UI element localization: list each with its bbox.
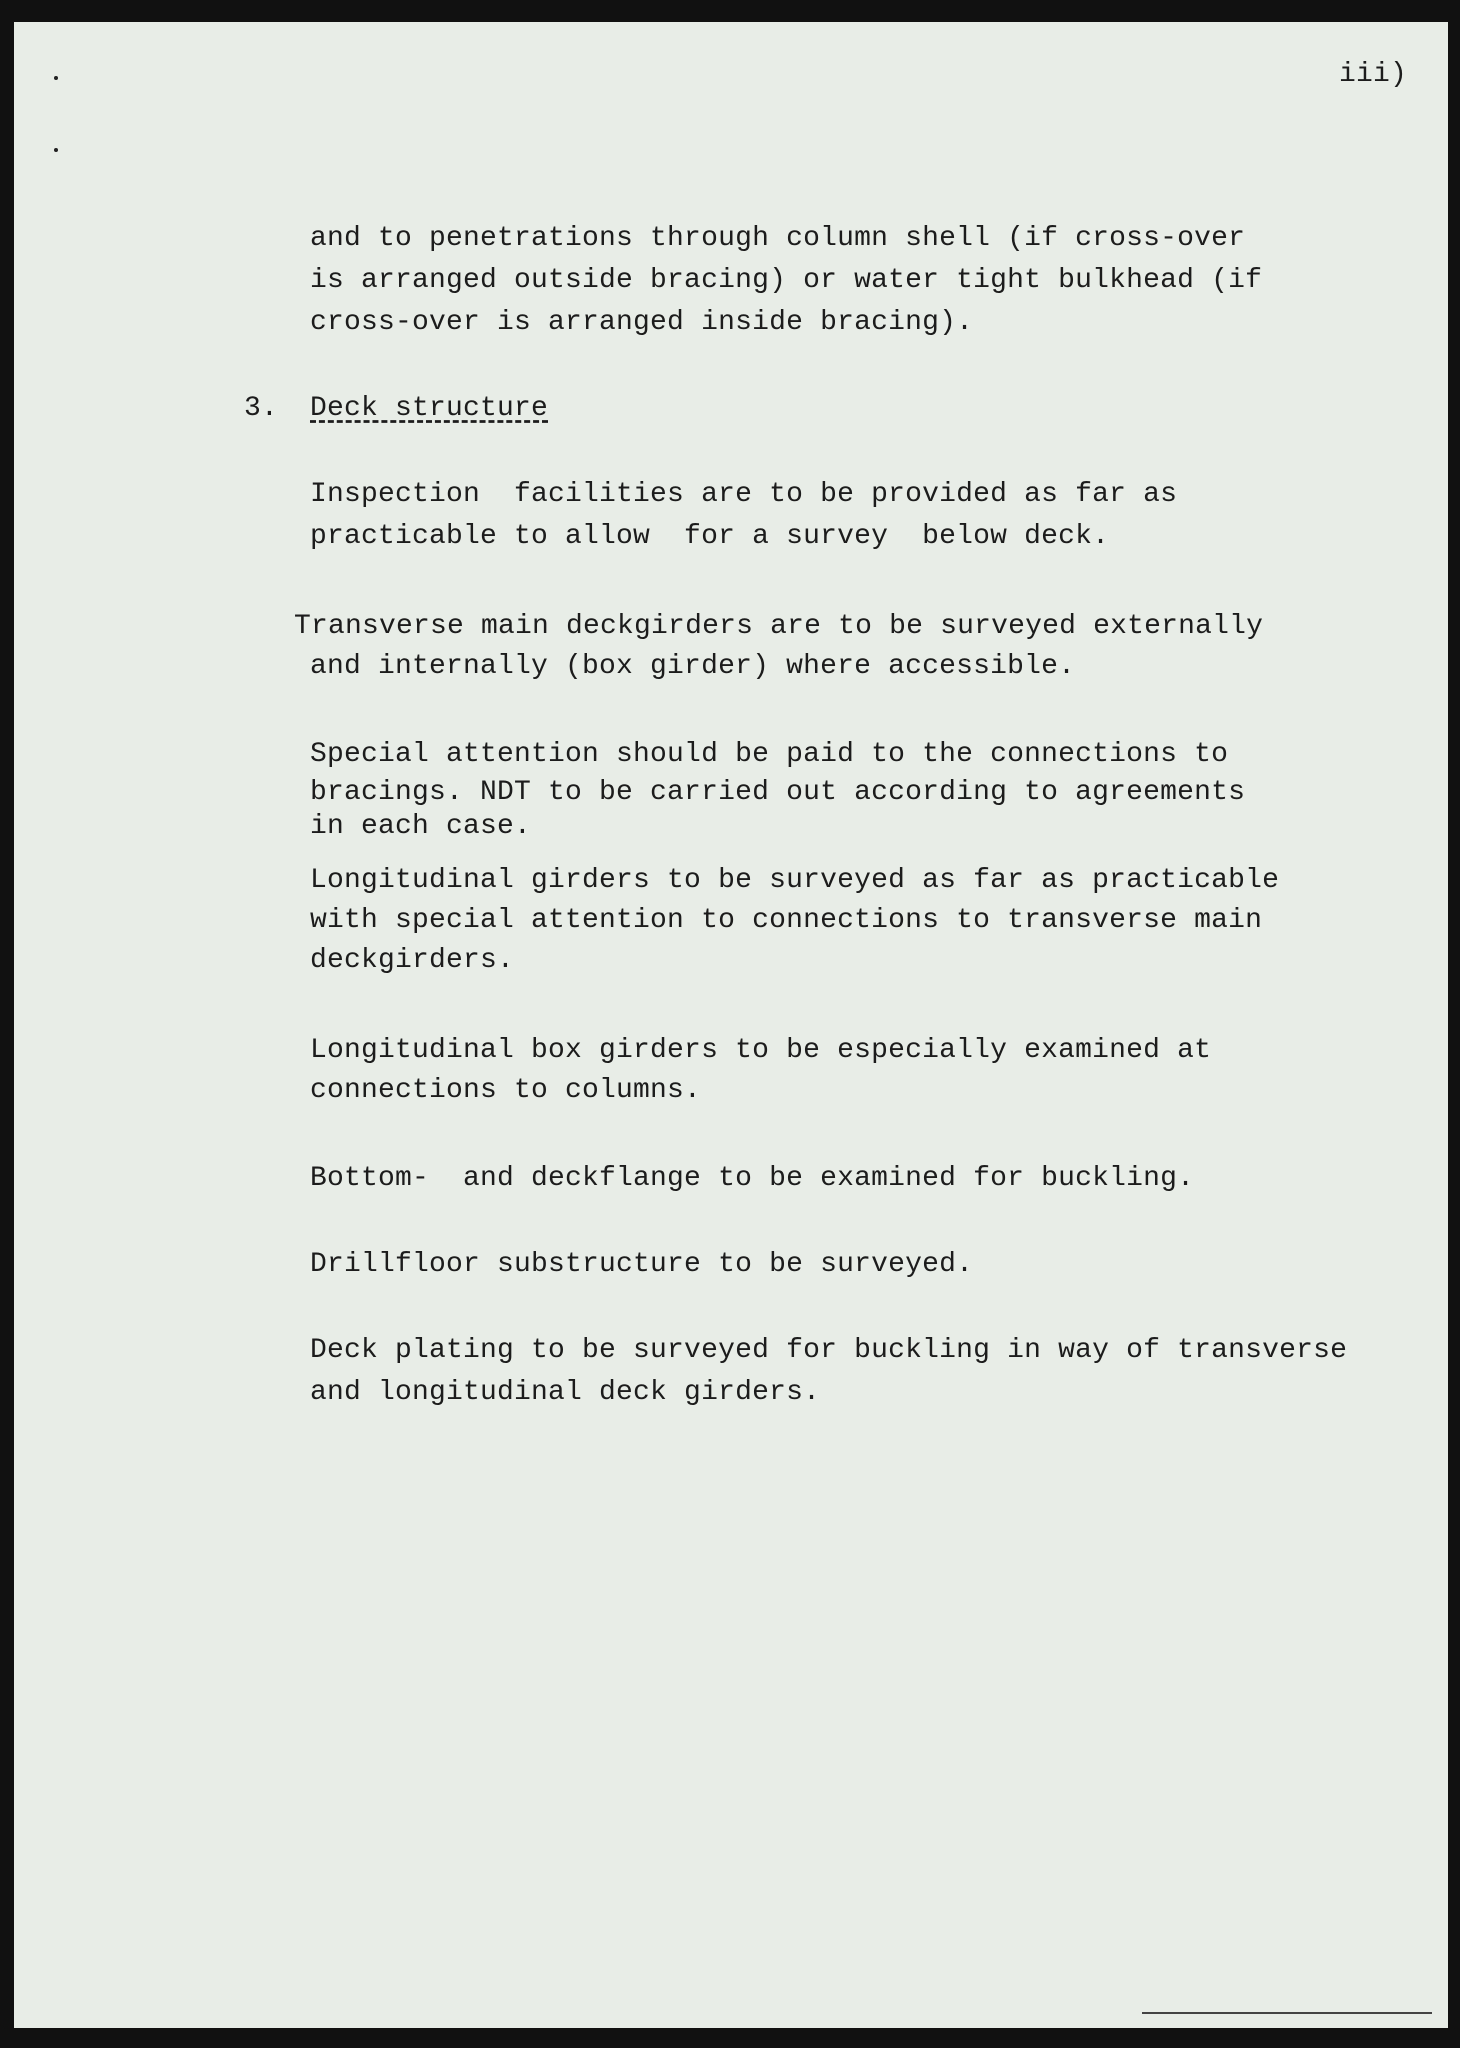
paragraph-line: and internally (box girder) where accessible.: [310, 651, 1076, 682]
section-number: 3.: [244, 393, 279, 424]
paragraph-line: Longitudinal box girders to be especially examined at: [310, 1035, 1212, 1066]
paragraph-line: bracings. NDT to be carried out according to agreements: [310, 777, 1246, 808]
paragraph-line: Special attention should be paid to the connections to: [310, 739, 1229, 770]
paragraph-line: Transverse main deckgirders are to be surveyed externally: [294, 611, 1264, 642]
paragraph-line: Drillfloor substructure to be surveyed.: [310, 1249, 974, 1280]
paragraph-line: Inspection facilities are to be provided as far as: [310, 479, 1178, 510]
paragraph-line: with special attention to connections to transverse main: [310, 905, 1263, 936]
section-title: Deck structure: [310, 393, 549, 424]
bottom-rule-divider: [1142, 2012, 1432, 2014]
paragraph-line: connections to columns.: [310, 1075, 702, 1106]
paragraph-line: practicable to allow for a survey below deck.: [310, 521, 1110, 552]
intro-line: is arranged outside bracing) or water tight bulkhead (if: [310, 265, 1263, 296]
paragraph-line: Longitudinal girders to be surveyed as far as practicable: [310, 865, 1280, 896]
paragraph-line: Deck plating to be surveyed for buckling in way of transverse: [310, 1335, 1348, 1366]
intro-line: cross-over is arranged inside bracing).: [310, 307, 974, 338]
intro-line: and to penetrations through column shell (if cross-over: [310, 223, 1246, 254]
margin-dot-lower: [54, 148, 58, 152]
paragraph-line: Bottom- and deckflange to be examined for buckling.: [310, 1163, 1195, 1194]
paragraph-line: and longitudinal deck girders.: [310, 1377, 821, 1408]
margin-dot-top: [54, 76, 58, 80]
page-number: iii): [1339, 59, 1408, 90]
paragraph-line: deckgirders.: [310, 945, 515, 976]
document-page: [14, 22, 1448, 2028]
paragraph-line: in each case.: [310, 811, 532, 842]
